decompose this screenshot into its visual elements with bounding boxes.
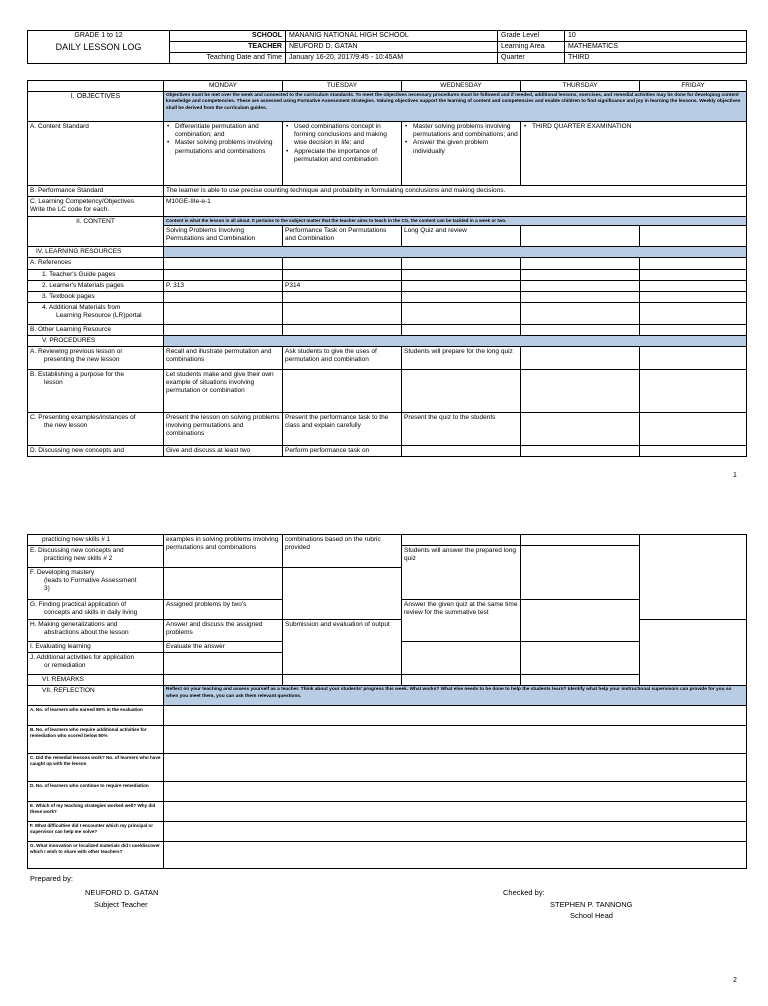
lesson-table-page-1: MONDAY TUESDAY WEDNESDAY THURSDAY FRIDAY I. OBJECTIVES Objectives must be met over the week and connected to the curriculum standards. To meet the objectives necessary procedures must be followed and if needed, additional lessons, exercises, and remedial activities may be done for developing content knowledge and competencies. These are assessed using Formative Assessment strategies. Valuing objectives support the learning of content and competencies and enable children to find significance and joy in learning the lessons. Weekly objectives shall be derived from the curriculum guides. A. Content Standard • Differentiate permutation and combination; and • Master solving problems involving permutations and combinations • Used combinations concept in forming conclusions and making wise decision in life; and • Appreciate the importance of permutation and combination • Master solving problems involving permutations and combinations; and • Answer the given problem individually • THIRD QUARTER EXAMINATION B. Performance Standard The learner is able to use precise counting technique and probability in formulating conclusions and making decisions. C. Learning Competency/Objectives Write the LC code for each. M10GE-IIIe-e-1 II. CONTENT Content is what the lesson is all about. It pertains to the subject matter that the teacher aims to teach in the CG, the content can be tackled in a week or two. Solving Problems Involving Permutations and Combination Performance Task on Permutations and Combination Long Quiz and review IV. LEARNING RESOURCES A. References 1. Teacher's Guide pages 2. Learner's Materials pages P. 313 P314 3. Textbook pages 4. Additional Materials from Learning Resource (LR)portal B. Other Learning Resource V. PROCEDURES A. Reviewing previous lesson or presenting the new lesson Recall and illustrate permutation and combinations Ask students to give the uses of permutation and combination Students will prepare for the long quiz B. Establishing a purpose for the lesson Let students make and give their own example of situations involving permutation or combination C. Presenting examples/instances of the new lesson Present the lesson on solving problems involving permutations and combinations Present the performance task to the class and explain carefully Present the quiz to the students D. Discussing new concepts and Give and discuss at least two Perform performance task on [27,80,747,457]
school-label: SCHOOL [170,31,286,42]
content-wednesday: Long Quiz and review [402,226,521,247]
lm-tuesday: P314 [283,280,402,291]
day-tuesday: TUESDAY [283,81,402,92]
procedure-g-wednesday: Answer the given quiz at the same time review for the summative test [402,600,521,642]
procedure-j-label: J. Additional activities for application [30,654,135,662]
grade-level-label: Grade Level [498,31,565,42]
reflection-note: Reflect on your teaching and assess yourself as a teacher. Think about your students' progress this week. What works? What else needs to be done to help the students learn? Identify what help your instructional supervisors can provide for you so when you meet them, you can ask them relevant questions. [164,686,747,706]
reflection-item-d: D. No. of learners who continue to require remediation [28,782,164,802]
learning-area-value: MATHEMATICS [565,42,747,53]
objectives-heading: I. OBJECTIVES [28,92,164,122]
procedure-a-label: A. Reviewing previous lesson or [30,348,123,356]
procedure-g-monday: Assigned problems by two's [164,600,283,620]
competency-label: C. Learning Competency/Objectives [30,198,135,206]
procedure-a-tuesday: Ask students to give the uses of permutation and combination [283,347,402,370]
prepared-by-name: NEUFORD D. GATAN [85,888,159,897]
lr-portal-label: Learning Resource (LR)portal [56,312,142,319]
procedure-h-label: H. Making generalizations and [30,621,118,629]
day-friday: FRIDAY [640,81,747,92]
page-number-1: 1 [733,472,737,479]
procedure-i-monday: Evaluate the answer [164,642,283,653]
references-label: A. References [28,258,164,269]
resources-heading: IV. LEARNING RESOURCES [28,247,164,258]
procedure-e-label: E. Discussing new concepts and [30,547,124,555]
content-monday: Solving Problems Involving Permutations and Combination [164,226,283,247]
procedure-d-tuesday: Perform performance task on [283,446,402,457]
content-standard-tuesday: • Used combinations concept in forming conclusions and making wise decision in life; and • Appreciate the importance of permutation and combination [285,123,399,164]
header-table [27,30,747,64]
day-wednesday: WEDNESDAY [402,81,521,92]
competency-code: M10GE-IIIe-e-1 [164,197,747,217]
procedure-c-tuesday: Present the performance task to the class and explain carefully [283,413,402,446]
teacher-label: TEACHER [170,42,286,53]
quarter-value: THIRD [565,53,747,64]
reflection-item-e: E. Which of my teaching strategies worked well? Why did these work? [28,802,164,822]
procedure-c-monday: Present the lesson on solving problems involving permutations and combinations [164,413,283,446]
reflection-item-f: F. What difficulties did I encounter which my principal or supervisor can help me solve? [28,822,164,842]
teacher-value: NEUFORD D. GATAN [286,42,498,53]
procedure-b-label: B. Establishing a purpose for the [30,371,124,379]
school-value: MANANIG NATIONAL HIGH SCHOOL [286,31,498,42]
content-standard-wednesday: • Master solving problems involving permutations and combinations; and • Answer the given problem individually [404,123,518,156]
lesson-table-page-2: practicing new skills # 1 examples in solving problems involving permutations and combinations combinations based on the rubric provided E. Discussing new concepts and practicing new skills # 2 Students will answer the prepared long quiz F. Developing mastery (leads to Formative Assessment 3) G. Finding practical application of concepts and skills in daily living Assigned problems by two's Answer the given quiz at the same time review for the summative test H. Making generalizations and abstractions about the lesson Answer and discuss the assigned problems Submission and evaluation of output I. Evaluating learning Evaluate the answer J. Additional activities for application or remediation VI. REMARKS VII. REFLECTION Reflect on your teaching and assess yourself as a teacher. Think about your students' progress this week. What works? What else needs to be done to help the students learn? Identify what help your instructional supervisors can provide for you so when you meet them, you can ask them relevant questions. A. No. of learners who earned 80% in the evaluation B. No. of learners who require additional activities for remediation who scored below 80% C. Did the remedial lessons work? No. of learners who have caught up with the lesson D. No. of learners who continue to require remediation E. Which of my teaching strategies worked well? Why did these work? F. What difficulties did I encounter which my principal or supervisor can help me solve? G. What innovation or localized materials did I use/discover which I wish to share with other teachers? [27,534,747,869]
procedure-g-label: G. Finding practical application of [30,601,127,609]
content-tuesday: Performance Task on Permutations and Combination [283,226,402,247]
procedure-a-wednesday: Students will prepare for the long quiz [402,347,521,370]
date-label: Teaching Date and Time [170,53,286,64]
content-standard-monday: • Differentiate permutation and combination; and • Master solving problems involving permutations and combinations [166,123,280,156]
reflection-item-g: G. What innovation or localized materials did I use/discover which I wish to share with other teachers? [28,842,164,869]
page-1 [0,0,768,492]
grade-level-value: 10 [565,31,747,42]
objectives-note: Objectives must be met over the week and connected to the curriculum standards. To meet the objectives necessary procedures must be followed and if needed, additional lessons, exercises, and remedial activities may be done for developing content knowledge and competencies. These are assessed using Formative Assessment strategies. Valuing objectives support the learning of content and competencies and enable children to find significance and joy in learning the lessons. Weekly objectives shall be derived from the curriculum guides. [164,92,747,122]
reflection-item-b: B. No. of learners who require additional activities for remediation who scored below 80% [28,726,164,754]
page-2 [0,514,768,1006]
textbook-label: 3. Textbook pages [28,291,164,302]
reflection-item-c: C. Did the remedial lessons work? No. of learners who have caught up with the lesson [28,754,164,782]
prepared-by-title: Subject Teacher [94,900,148,909]
prepared-by-label: Prepared by: [30,874,73,883]
procedure-d-tuesday-cont: combinations based on the rubric provided [283,535,402,568]
day-monday: MONDAY [164,81,283,92]
reflection-item-a: A. No. of learners who earned 80% in the evaluation [28,706,164,726]
lm-monday: P. 313 [164,280,283,291]
procedure-i-label: I. Evaluating learning [28,642,164,653]
performance-standard-label: B. Performance Standard [28,186,164,197]
content-standard-label: A. Content Standard [28,122,164,186]
checked-by-label: Checked by: [503,888,545,897]
remarks-heading: VI. REMARKS [28,675,164,686]
grade-range: GRADE 1 to 12 [28,31,170,42]
content-note: Content is what the lesson is all about. It pertains to the subject matter that the teacher aims to teach in the CG, the content can be tackled in a week or two. [164,217,747,226]
procedure-a-monday: Recall and illustrate permutation and combinations [164,347,283,370]
date-value: January 16-20, 2017/9:45 - 10:45AM [286,53,498,64]
learners-materials-label: 2. Learner's Materials pages [28,280,164,291]
performance-standard-text: The learner is able to use precise counting technique and probability in formulating conclusions and making decisions. [164,186,747,197]
procedure-h-tuesday: Submission and evaluation of output [283,620,402,675]
reflection-heading: VII. REFLECTION [28,686,164,706]
checked-by-title: School Head [570,911,613,920]
additional-materials-label: 4. Additional Materials from [42,303,121,311]
procedure-c-wednesday: Present the quiz to the students [402,413,521,446]
content-heading: II. CONTENT [28,217,164,247]
procedure-e-wednesday: Students will answer the prepared long quiz [402,546,521,600]
procedure-d-label-cont: practicing new skills # 1 [28,535,164,546]
page-number-2: 2 [733,977,737,984]
checked-by-name: STEPHEN P. TANNONG [550,900,633,909]
procedure-d-monday-cont: examples in solving problems involving permutations and combinations [164,535,283,568]
procedures-heading: V. PROCEDURES [28,336,164,347]
learning-area-label: Learning Area [498,42,565,53]
teachers-guide-label: 1. Teacher's Guide pages [28,269,164,280]
day-thursday: THURSDAY [521,81,640,92]
competency-sub: Write the LC code for each. [30,206,110,214]
procedure-d-label: D. Discussing new concepts and [28,446,164,457]
procedure-c-label: C. Presenting examples/instances of [30,414,136,422]
other-resources-label: B. Other Learning Resource [28,324,164,335]
log-title: DAILY LESSON LOG [28,42,170,53]
procedure-h-monday: Answer and discuss the assigned problems [164,620,283,642]
quarter-label: Quarter [498,53,565,64]
procedure-b-monday: Let students make and give their own example of situations involving permutation or combination [164,370,283,413]
procedure-f-label: F. Developing mastery [30,569,95,577]
content-standard-thursday: • THIRD QUARTER EXAMINATION [523,123,744,131]
procedure-d-monday: Give and discuss at least two [164,446,283,457]
